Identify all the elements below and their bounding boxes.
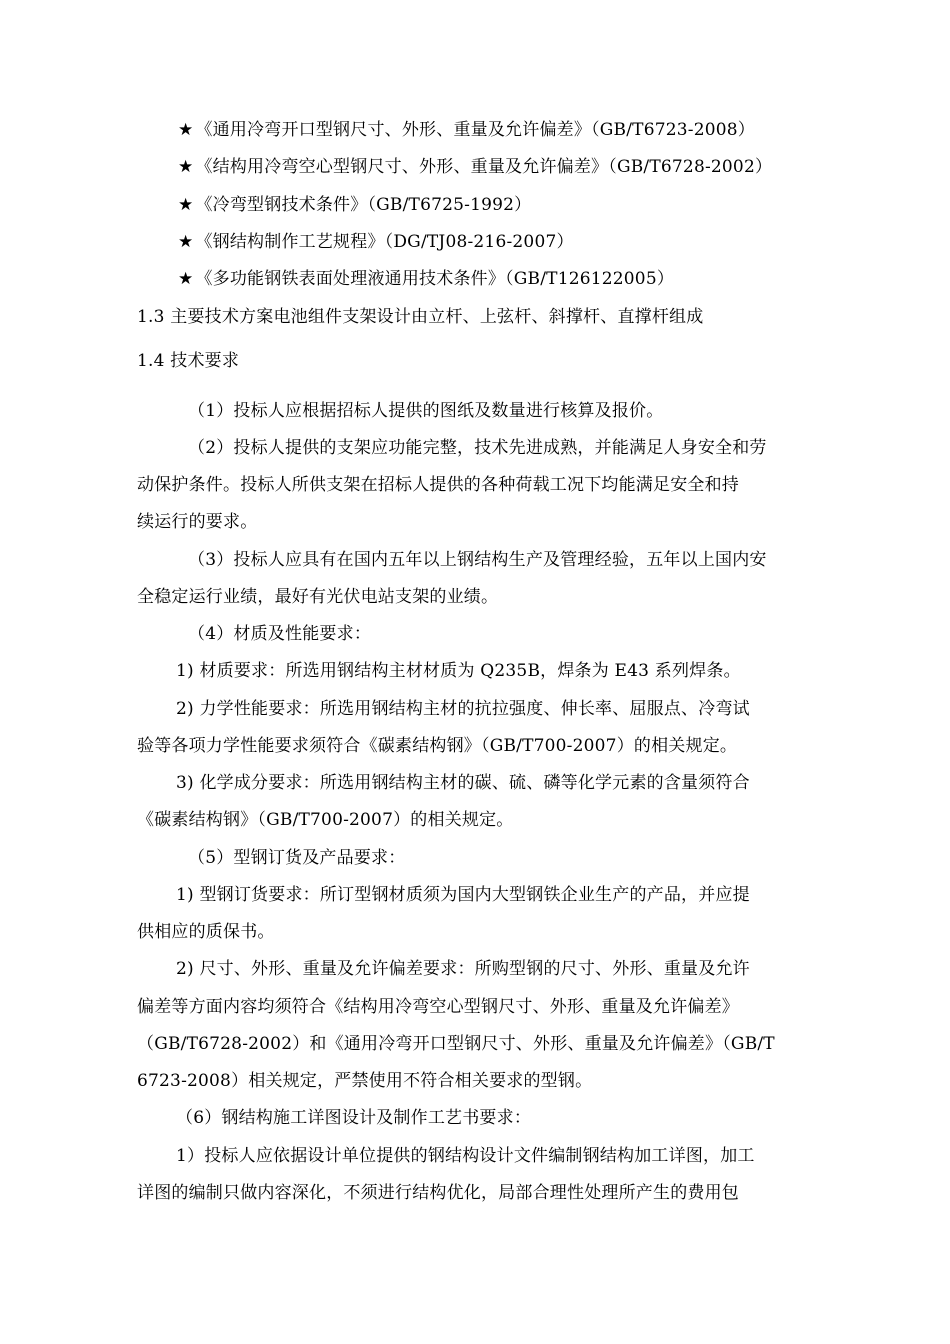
paragraph-line: 2) 力学性能要求：所选用钢结构主材的抗拉强度、伸长率、屈服点、冷弯试: [176, 699, 750, 719]
paragraph-line: 2) 尺寸、外形、重量及允许偏差要求：所购型钢的尺寸、外形、重量及允许: [176, 959, 750, 979]
paragraph-line: 3) 化学成分要求：所选用钢结构主材的碳、硫、磷等化学元素的含量须符合: [176, 773, 750, 793]
paragraph-line: （GB/T6728-2002）和《通用冷弯开口型钢尺寸、外形、重量及允许偏差》（GB/T: [137, 1034, 775, 1054]
paragraph-line: 偏差等方面内容均须符合《结构用冷弯空心型钢尺寸、外形、重量及允许偏差》: [137, 997, 739, 1017]
standard-item: ★ 《结构用冷弯空心型钢尺寸、外形、重量及允许偏差》（GB/T6728-2002）: [178, 157, 773, 177]
paragraph-line: 验等各项力学性能要求须符合《碳素结构钢》（GB/T700-2007）的相关规定。: [137, 736, 738, 756]
star-icon: ★: [178, 157, 194, 177]
star-icon: ★: [178, 120, 194, 140]
paragraph-line: （2）投标人提供的支架应功能完整，技术先进成熟，并能满足人身安全和劳: [188, 438, 767, 458]
paragraph-line: （4）材质及性能要求：: [188, 624, 372, 644]
section-heading-1-4: 1.4 技术要求: [137, 351, 240, 371]
star-icon: ★: [178, 195, 194, 215]
paragraph-line: （3）投标人应具有在国内五年以上钢结构生产及管理经验，五年以上国内安: [188, 550, 767, 570]
paragraph-line: 1) 型钢订货要求：所订型钢材质须为国内大型钢铁企业生产的产品，并应提: [176, 885, 750, 905]
star-icon: ★: [178, 232, 194, 252]
paragraph-line: （1）投标人应根据招标人提供的图纸及数量进行核算及报价。: [188, 401, 664, 421]
standard-item: ★ 《多功能钢铁表面处理液通用技术条件》（GB/T126122005）: [178, 269, 675, 289]
standard-item: ★ 《通用冷弯开口型钢尺寸、外形、重量及允许偏差》（GB/T6723-2008）: [178, 120, 755, 140]
paragraph-line: （6）钢结构施工详图设计及制作工艺书要求：: [176, 1108, 532, 1128]
section-heading-1-3: 1.3 主要技术方案电池组件支架设计由立杆、上弦杆、斜撑杆、直撑杆组成: [137, 307, 704, 327]
paragraph-line: 《碳素结构钢》（GB/T700-2007）的相关规定。: [137, 810, 514, 830]
paragraph-line: 全稳定运行业绩，最好有光伏电站支架的业绩。: [137, 587, 499, 607]
standard-item: ★ 《冷弯型钢技术条件》（GB/T6725-1992）: [178, 195, 532, 215]
paragraph-line: 6723-2008）相关规定，严禁使用不符合相关要求的型钢。: [137, 1071, 593, 1091]
paragraph-line: 详图的编制只做内容深化，不须进行结构优化，局部合理性处理所产生的费用包: [137, 1183, 739, 1203]
paragraph-line: （5）型钢订货及产品要求：: [188, 848, 406, 868]
paragraph-line: 续运行的要求。: [137, 512, 258, 532]
standard-item: ★ 《钢结构制作工艺规程》（DG/TJ08-216-2007）: [178, 232, 574, 252]
paragraph-line: 供相应的质保书。: [137, 922, 275, 942]
paragraph-line: 1) 材质要求：所选用钢结构主材材质为 Q235B，焊条为 E43 系列焊条。: [176, 661, 741, 681]
star-icon: ★: [178, 269, 194, 289]
paragraph-line: 动保护条件。投标人所供支架在招标人提供的各种荷载工况下均能满足安全和持: [137, 475, 739, 495]
paragraph-line: 1）投标人应依据设计单位提供的钢结构设计文件编制钢结构加工详图，加工: [176, 1146, 755, 1166]
